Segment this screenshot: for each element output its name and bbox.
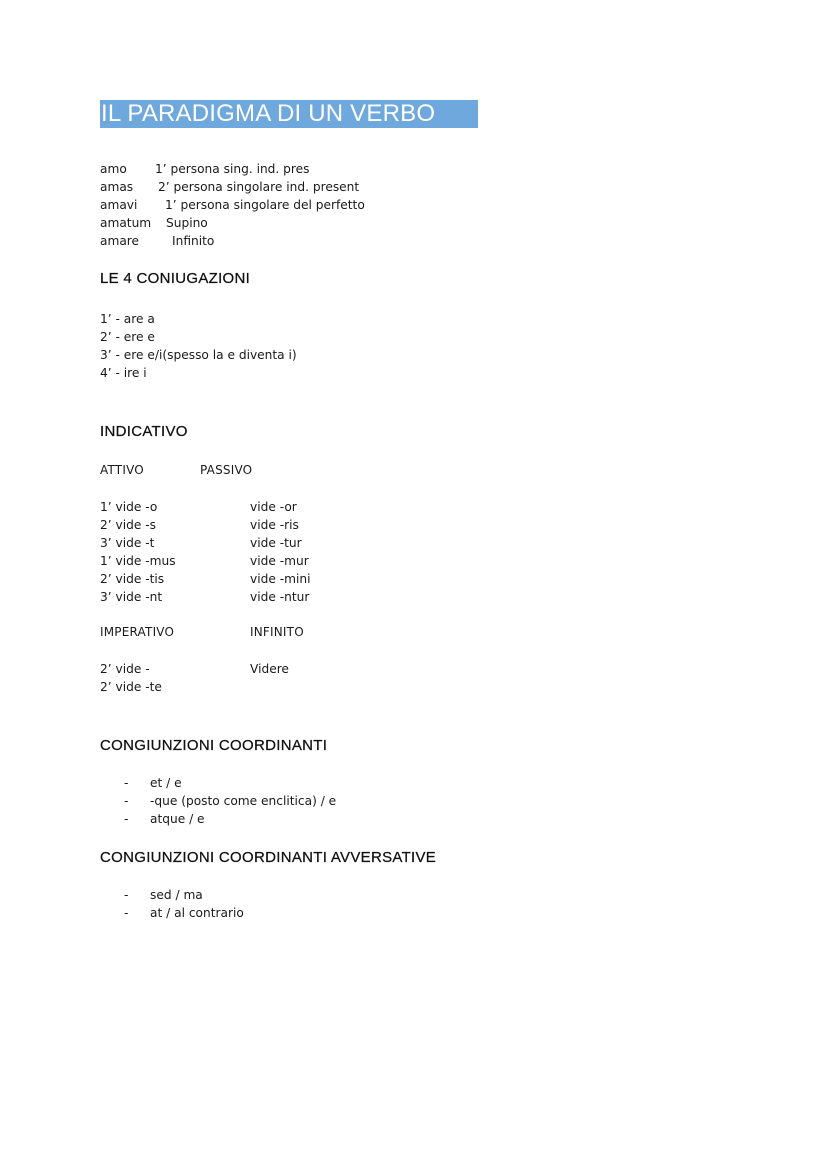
paradigm-row [100, 232, 215, 250]
indicative-active-cell: 1’ vide -mus [100, 554, 176, 568]
paradigm-form: amavi [100, 198, 138, 212]
indicative-active-cell: 1’ vide -o [100, 500, 158, 514]
paradigm-row [100, 178, 360, 196]
paradigm-desc: Infinito [172, 234, 215, 248]
section-heading-conjugations: LE 4 CONIUGAZIONI [100, 270, 251, 287]
bullet-dash: - [124, 812, 129, 826]
conjugation-item: 3’ - ere e/i(spesso la e diventa i) [100, 348, 297, 362]
column-label-active: ATTIVO [100, 463, 144, 477]
imperative-cell: 2’ vide -te [100, 680, 162, 694]
bullet-dash: - [124, 906, 129, 920]
paradigm-row [100, 160, 310, 178]
indicative-passive-cell: vide -mini [250, 572, 311, 586]
bullet-dash: - [124, 794, 129, 808]
paradigm-desc: Supino [166, 216, 208, 230]
section-heading-coordinating: CONGIUNZIONI COORDINANTI [100, 737, 328, 754]
bullet-dash: - [124, 888, 129, 902]
infinitive-cell: Videre [250, 662, 289, 676]
indicative-passive-cell: vide -or [250, 500, 297, 514]
conjugation-item: 4’ - ire i [100, 366, 147, 380]
indicative-active-cell: 3’ vide -nt [100, 590, 163, 604]
list-item: -que (posto come enclitica) / e [150, 794, 337, 808]
section-heading-adversative: CONGIUNZIONI COORDINANTI AVVERSATIVE [100, 849, 437, 866]
list-item: at / al contrario [150, 906, 244, 920]
imperative-cell: 2’ vide - [100, 662, 150, 676]
indicative-passive-cell: vide -tur [250, 536, 302, 550]
paradigm-form: amas [100, 180, 134, 194]
paradigm-form: amatum [100, 216, 152, 230]
list-item: sed / ma [150, 888, 203, 902]
column-label-imperative: IMPERATIVO [100, 625, 175, 639]
indicative-passive-cell: vide -mur [250, 554, 309, 568]
page-title: IL PARADIGMA DI UN VERBO [100, 100, 478, 128]
list-item: et / e [150, 776, 182, 790]
paradigm-row [100, 214, 208, 232]
indicative-active-cell: 3’ vide -t [100, 536, 155, 550]
section-heading-indicative: INDICATIVO [100, 423, 188, 440]
paradigm-row [100, 196, 365, 214]
paradigm-desc: 1’ persona sing. ind. pres [155, 162, 310, 176]
column-label-passive: PASSIVO [200, 463, 253, 477]
indicative-passive-cell: vide -ris [250, 518, 299, 532]
paradigm-desc: 2’ persona singolare ind. present [158, 180, 360, 194]
bullet-dash: - [124, 776, 129, 790]
paradigm-desc: 1’ persona singolare del perfetto [165, 198, 365, 212]
paradigm-form: amare [100, 234, 140, 248]
list-item: atque / e [150, 812, 205, 826]
conjugation-item: 2’ - ere e [100, 330, 155, 344]
paradigm-form: amo [100, 162, 127, 176]
indicative-active-cell: 2’ vide -s [100, 518, 156, 532]
indicative-active-cell: 2’ vide -tis [100, 572, 165, 586]
indicative-passive-cell: vide -ntur [250, 590, 310, 604]
column-label-infinitive: INFINITO [250, 625, 304, 639]
conjugation-item: 1’ - are a [100, 312, 155, 326]
